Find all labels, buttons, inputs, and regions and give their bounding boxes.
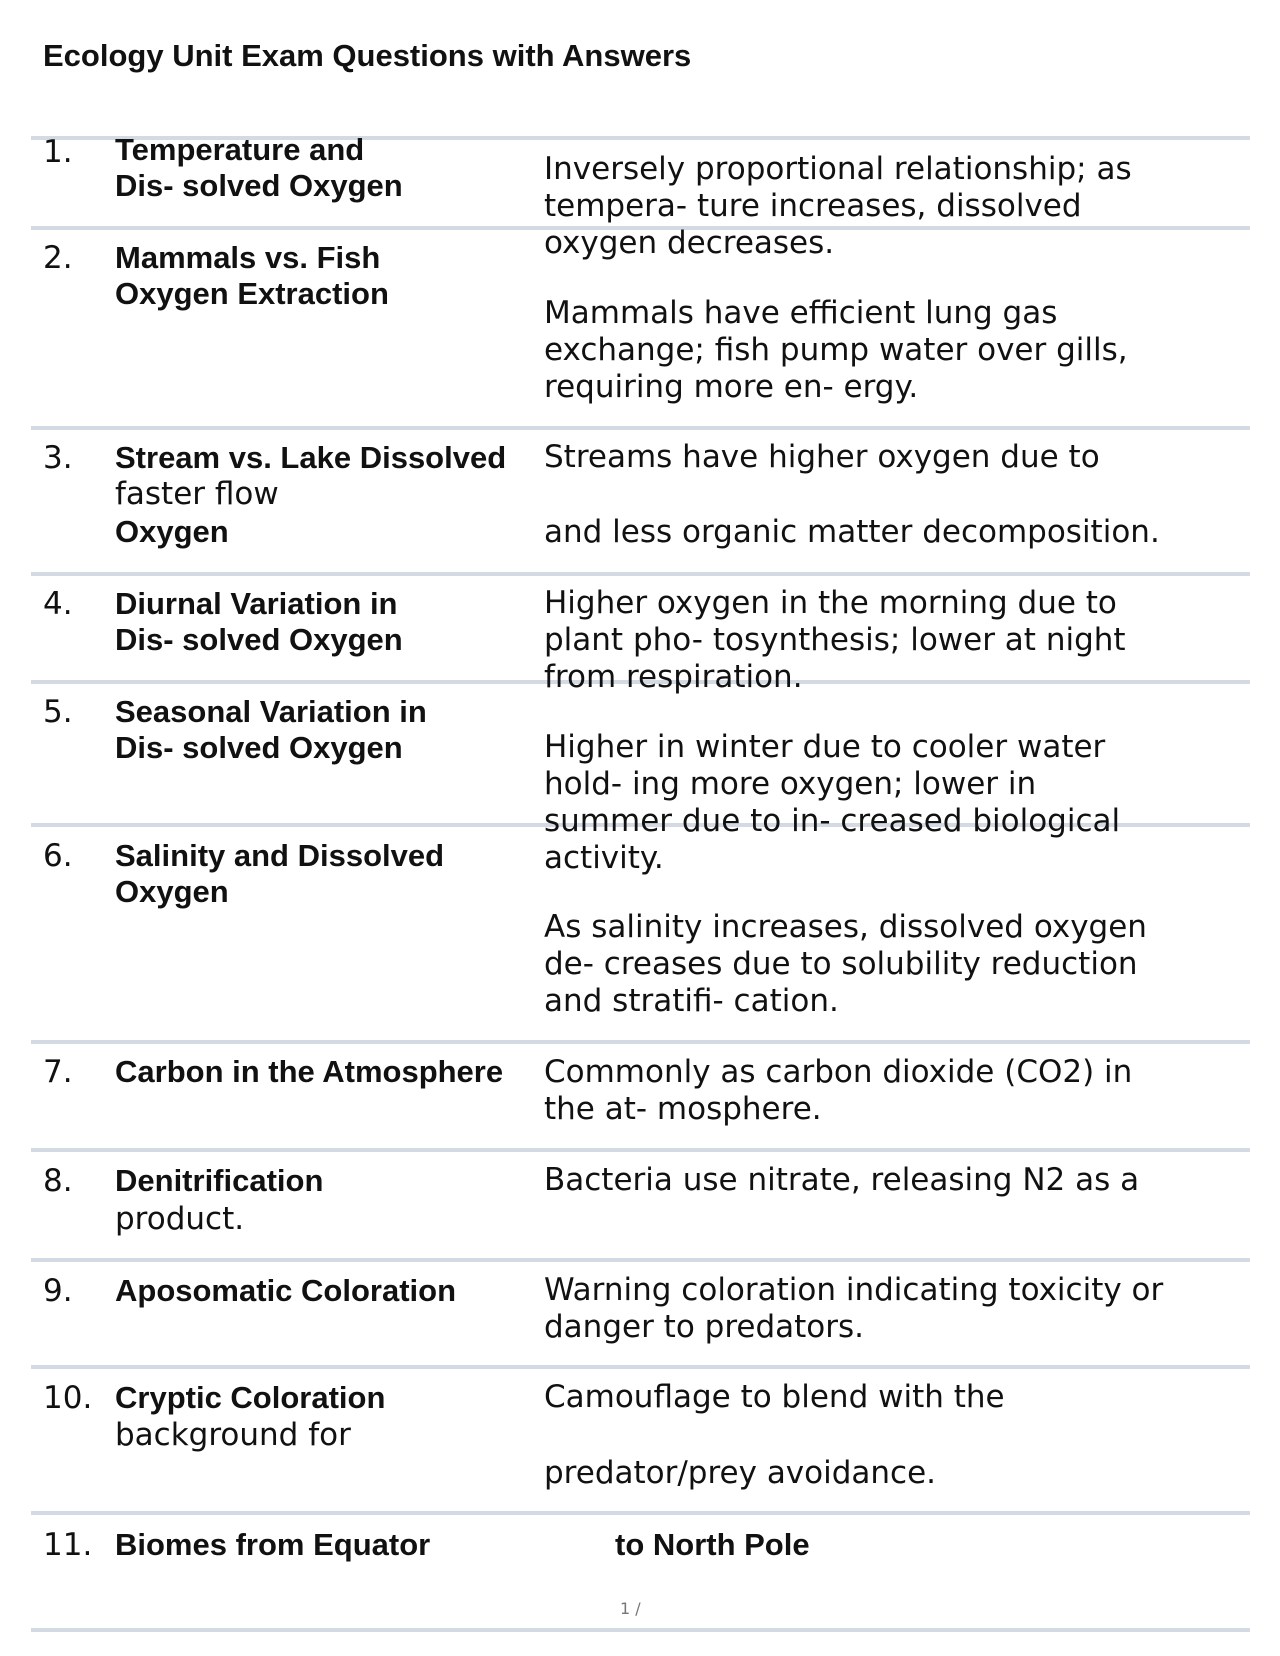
row-divider — [31, 1628, 1250, 1632]
page-number: 1 / — [620, 1599, 641, 1618]
question-line: Mammals vs. Fish — [115, 240, 381, 275]
question-line: Salinity and Dissolved — [115, 838, 445, 873]
item-answer — [544, 1272, 1163, 1346]
row-divider — [31, 1148, 1250, 1152]
question-line: Oxygen — [115, 514, 229, 549]
answer-line: plant pho- tosynthesis; lower at night — [544, 622, 1126, 658]
item-question — [115, 694, 427, 766]
question-continuation: background for — [115, 1417, 351, 1453]
item-answer: Bacteria use nitrate, releasing N2 as a — [544, 1162, 1140, 1198]
item-question — [115, 132, 403, 204]
item-answer — [544, 151, 1132, 262]
answer-line: the at- mosphere. — [544, 1091, 822, 1127]
answer-line: activity. — [544, 840, 664, 876]
item-answer: Streams have higher oxygen due to — [544, 439, 1100, 475]
answer-line: exchange; fish pump water over gills, — [544, 332, 1128, 368]
item-question: Denitrification — [115, 1163, 324, 1198]
item-question — [115, 838, 444, 910]
item-question: Cryptic Coloration — [115, 1380, 386, 1415]
item-number: 4. — [43, 586, 73, 622]
question-continuation: product. — [115, 1201, 245, 1237]
answer-line: Mammals have efficient lung gas — [544, 295, 1058, 331]
answer-line: and stratifi- cation. — [544, 983, 839, 1019]
question-line: Dis- solved Oxygen — [115, 622, 403, 657]
answer-continuation: and less organic matter decomposition. — [544, 514, 1160, 550]
question-line: Dis- solved Oxygen — [115, 168, 403, 203]
item-answer — [544, 295, 1128, 406]
answer-line: from respiration. — [544, 659, 803, 695]
item-number: 9. — [43, 1273, 73, 1309]
answer-line: Higher oxygen in the morning due to — [544, 585, 1117, 621]
question-line: Seasonal Variation in — [115, 694, 427, 729]
item-answer — [544, 585, 1126, 696]
answer-line: Higher in winter due to cooler water — [544, 729, 1106, 765]
question-continuation: to North Pole — [615, 1527, 810, 1562]
question-line: Oxygen — [115, 874, 229, 909]
answer-line: tempera- ture increases, dissolved — [544, 188, 1082, 224]
item-question: Aposomatic Coloration — [115, 1273, 457, 1308]
row-divider — [31, 1258, 1250, 1262]
item-number: 5. — [43, 694, 73, 730]
row-divider — [31, 426, 1250, 430]
answer-line: As salinity increases, dissolved oxygen — [544, 909, 1147, 945]
answer-line: Warning coloration indicating toxicity or — [544, 1272, 1164, 1308]
answer-line: danger to predators. — [544, 1309, 865, 1345]
item-number: 3. — [43, 440, 73, 476]
answer-line: de- creases due to solubility reduction — [544, 946, 1138, 982]
question-line: Temperature and — [115, 132, 365, 167]
item-number: 8. — [43, 1163, 73, 1199]
answer-line: Inversely proportional relationship; as — [544, 151, 1132, 187]
item-number: 2. — [43, 240, 73, 276]
answer-line: hold- ing more oxygen; lower in — [544, 766, 1037, 802]
answer-line: requiring more en- ergy. — [544, 369, 919, 405]
item-answer — [544, 1054, 1132, 1128]
item-question: Biomes from Equator — [115, 1527, 431, 1562]
answer-continuation: predator/prey avoidance. — [544, 1455, 937, 1491]
item-number: 1. — [43, 134, 73, 170]
answer-line: summer due to in- creased biological — [544, 803, 1121, 839]
item-answer — [544, 729, 1120, 877]
row-divider — [31, 1365, 1250, 1369]
question-continuation: faster flow — [115, 476, 279, 512]
item-number: 6. — [43, 838, 73, 874]
item-question: Carbon in the Atmosphere — [115, 1054, 504, 1089]
answer-line: oxygen decreases. — [544, 225, 835, 261]
row-divider — [31, 1511, 1250, 1515]
answer-line: Commonly as carbon dioxide (CO2) in — [544, 1054, 1133, 1090]
question-line: Diurnal Variation in — [115, 586, 398, 621]
question-line: Oxygen Extraction — [115, 276, 389, 311]
item-question: Stream vs. Lake Dissolved — [115, 440, 507, 475]
item-answer: Camouflage to blend with the — [544, 1379, 1005, 1415]
item-question — [115, 240, 389, 312]
question-line: Dis- solved Oxygen — [115, 730, 403, 765]
item-question — [115, 586, 403, 658]
row-divider — [31, 1040, 1250, 1044]
item-number: 10. — [43, 1380, 93, 1416]
item-number: 7. — [43, 1054, 73, 1090]
row-divider — [31, 572, 1250, 576]
item-number: 11. — [43, 1527, 93, 1563]
item-answer — [544, 909, 1147, 1020]
page-title: Ecology Unit Exam Questions with Answers — [43, 38, 692, 73]
